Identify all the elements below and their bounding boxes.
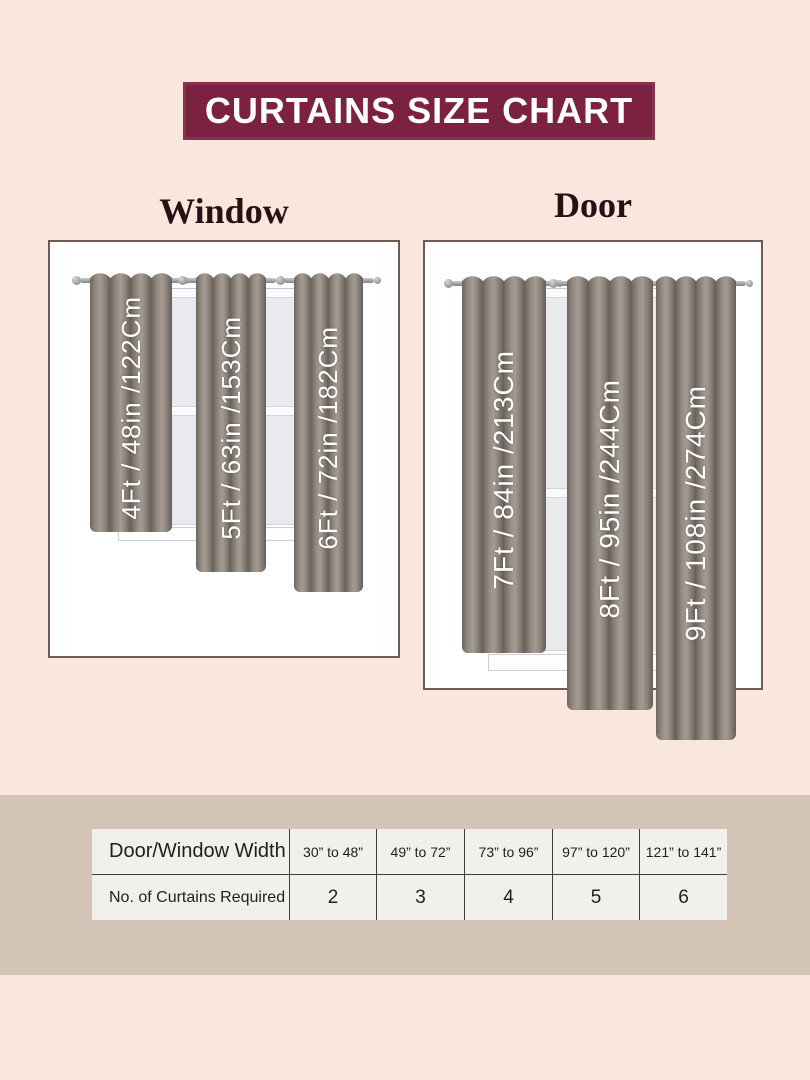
page-title: CURTAINS SIZE CHART	[204, 90, 634, 131]
door-curtain-9ft	[656, 287, 736, 740]
curtain-size-label: 7Ft / 84in /213Cm	[488, 350, 519, 590]
door-curtain-7ft	[462, 287, 546, 653]
width-range-cell: 97” to 120”	[552, 829, 639, 874]
curtain-size-table	[92, 829, 727, 920]
curtain-size-label: 8Ft / 95in /244Cm	[594, 378, 625, 619]
width-range-cell: 121” to 141”	[639, 829, 727, 874]
curtain-count-cell: 6	[639, 874, 727, 920]
curtain-count-cell: 3	[376, 874, 464, 920]
window-curtain-6ft	[294, 284, 363, 592]
window-curtain-4ft	[90, 284, 172, 532]
curtain-size-label: 4Ft / 48in /122Cm	[115, 296, 146, 520]
window-section-heading: Window	[159, 191, 289, 231]
door-curtain-8ft	[567, 287, 653, 710]
width-range-cell: 30” to 48”	[289, 829, 376, 874]
curtain-size-label: 9Ft / 108in /274Cm	[680, 385, 711, 642]
width-range-cell: 49” to 72”	[376, 829, 464, 874]
window-curtain-5ft	[196, 284, 266, 572]
curtain-count-cell: 5	[552, 874, 639, 920]
table-row-label-width: Door/Window Width	[109, 840, 286, 862]
door-section-heading: Door	[554, 185, 632, 225]
curtain-size-label: 5Ft / 63in /153Cm	[215, 316, 246, 540]
curtain-count-cell: 4	[464, 874, 552, 920]
width-range-cell: 73” to 96”	[464, 829, 552, 874]
title-banner	[183, 82, 655, 140]
table-row-label-count: No. of Curtains Required	[92, 874, 289, 920]
curtain-size-label: 6Ft / 72in /182Cm	[313, 326, 343, 550]
curtain-count-cell: 2	[289, 874, 376, 920]
